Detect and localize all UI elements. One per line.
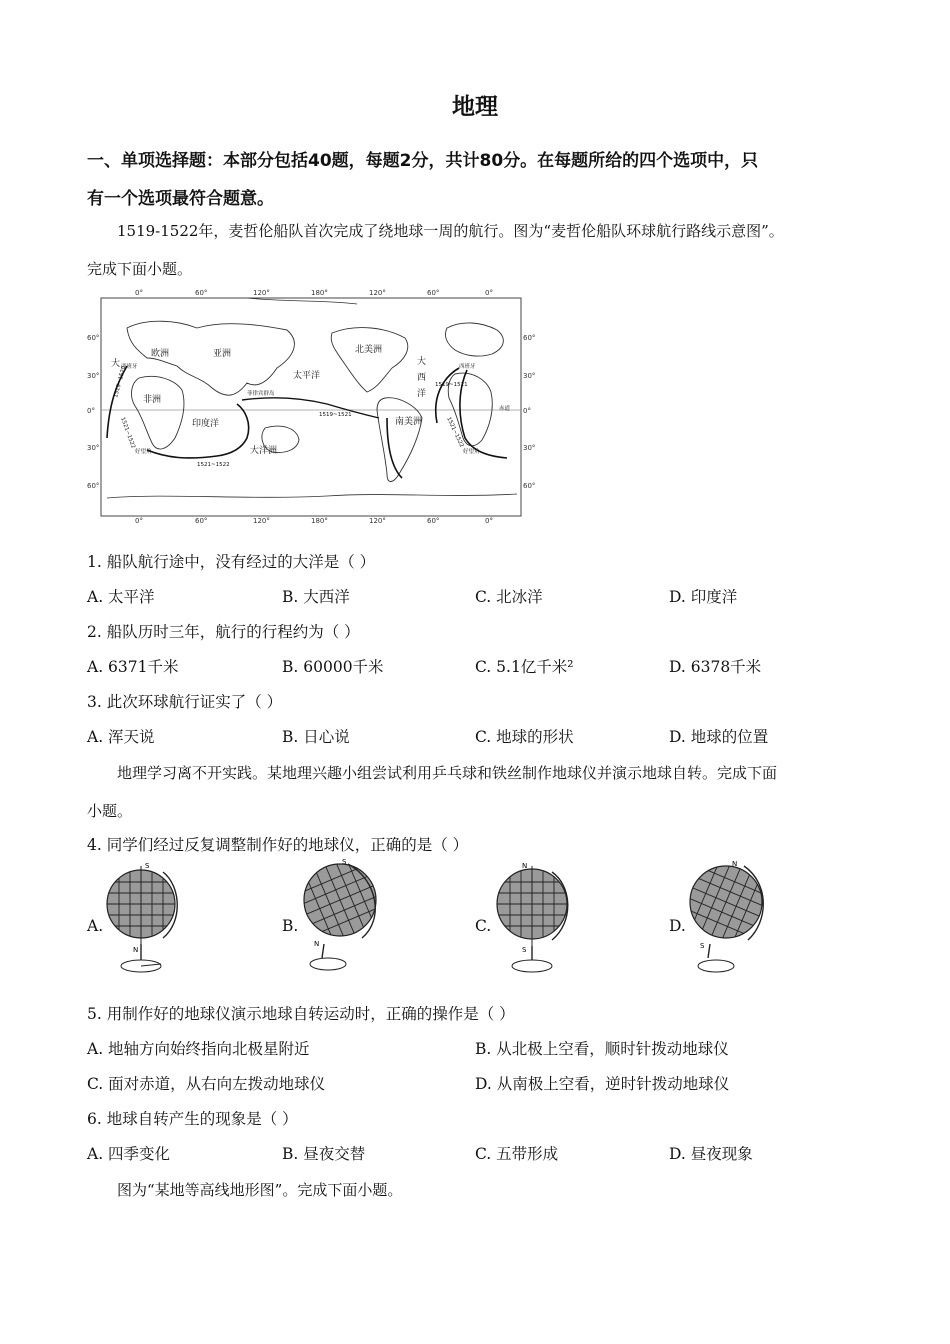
q5-stem: 5. 用制作好的地球仪演示地球自转运动时，正确的操作是（ ） (87, 1005, 515, 1023)
lon-top-2: 120° (253, 289, 270, 297)
q1-option-d[interactable]: D. 印度洋 (669, 588, 738, 606)
lat-left-3: 30° (87, 444, 100, 452)
lon-bottom-5: 60° (427, 517, 440, 525)
q3-option-b[interactable]: B. 日心说 (282, 728, 350, 746)
q6-option-a[interactable]: A. 四季变化 (87, 1145, 171, 1163)
q1-option-a[interactable]: A. 太平洋 (87, 588, 155, 606)
label-1519-1520: 1519~1520 (113, 365, 128, 399)
q3-stem: 3. 此次环球航行证实了（ ） (87, 693, 283, 711)
lat-right-0: 60° (523, 334, 536, 342)
q1-option-c[interactable]: C. 北冰洋 (475, 588, 543, 606)
label-spain-right: 西班牙 (459, 364, 476, 370)
lat-left-0: 60° (87, 334, 100, 342)
intro3-text: 图为“某地等高线地形图”。完成下面小题。 (117, 1181, 403, 1199)
section-heading-line1: 一、单项选择题：本部分包括40题，每题2分，共计80分。在每题所给的四个选项中，只 (87, 151, 759, 171)
lon-bottom-3: 180° (311, 517, 328, 525)
label-equator: 赤道 (499, 406, 511, 412)
globe-a-image (103, 860, 193, 980)
q3-option-d[interactable]: D. 地球的位置 (669, 728, 769, 746)
label-1521-1522c: 1521~1522 (445, 416, 465, 449)
q2-option-c[interactable]: C. 5.1亿千米² (475, 658, 574, 676)
label-atlantic-v3: 洋 (417, 389, 427, 399)
q4-option-a[interactable]: A. (87, 917, 104, 935)
lon-top-4: 120° (369, 289, 386, 297)
lat-right-3: 30° (523, 444, 536, 452)
q6-option-c[interactable]: C. 五带形成 (475, 1145, 559, 1163)
label-cape-left: 好望角 (135, 449, 152, 455)
label-asia: 亚洲 (213, 349, 232, 359)
lon-top-6: 0° (485, 289, 493, 297)
intro1-line1: 1519-1522年，麦哲伦船队首次完成了绕地球一周的航行。图为“麦哲伦船队环球航行路线示意图”。 (117, 222, 784, 240)
lon-bottom-6: 0° (485, 517, 493, 525)
lat-left-4: 60° (87, 482, 100, 490)
lon-bottom-4: 120° (369, 517, 386, 525)
globe-d-bottom-pole: S (700, 942, 705, 950)
lon-bottom-0: 0° (135, 517, 143, 525)
label-atlantic-v2: 西 (417, 373, 427, 383)
label-oceania: 大洋洲 (250, 446, 278, 456)
label-europe: 欧洲 (151, 349, 170, 359)
globe-c-top-pole: N (522, 862, 528, 870)
globe-c-bottom-pole: S (522, 946, 527, 954)
label-1519-1521: 1519~1521 (319, 412, 352, 418)
q2-option-b[interactable]: B. 60000千米 (282, 658, 384, 676)
q3-option-c[interactable]: C. 地球的形状 (475, 728, 574, 746)
label-pacific: 太平洋 (293, 371, 321, 381)
q5-option-b[interactable]: B. 从北极上空看，顺时针拨动地球仪 (475, 1040, 729, 1058)
q3-option-a[interactable]: A. 浑天说 (87, 728, 155, 746)
lon-top-3: 180° (311, 289, 328, 297)
label-south-america: 南美洲 (395, 417, 423, 427)
label-atlantic-v1: 大 (417, 357, 427, 367)
q2-stem: 2. 船队历时三年，航行的行程约为（ ） (87, 623, 360, 641)
globe-b-bottom-pole: N (314, 940, 320, 948)
label-philippines: 菲律宾群岛 (247, 391, 275, 397)
q4-stem: 4. 同学们经过反复调整制作好的地球仪，正确的是（ ） (87, 836, 469, 854)
globe-d-top-pole: N (732, 860, 738, 868)
label-indian: 印度洋 (192, 419, 220, 429)
lat-left-1: 30° (87, 372, 100, 380)
q5-option-a[interactable]: A. 地轴方向始终指向北极星附近 (87, 1040, 310, 1058)
globe-a-top-pole: S (145, 862, 150, 870)
intro1-line2: 完成下面小题。 (87, 260, 193, 278)
q5-option-d[interactable]: D. 从南极上空看，逆时针拨动地球仪 (475, 1075, 730, 1093)
lat-right-4: 60° (523, 482, 536, 490)
lon-top-0: 0° (135, 289, 143, 297)
globe-b-top-pole: S (342, 858, 347, 866)
q4-option-d[interactable]: D. (669, 917, 686, 935)
label-1521-1522a: 1521~1522 (197, 462, 230, 468)
q6-option-b[interactable]: B. 昼夜交替 (282, 1145, 366, 1163)
q4-option-c[interactable]: C. (475, 917, 492, 935)
label-cape-right: 好望角 (463, 449, 480, 455)
lon-bottom-1: 60° (195, 517, 208, 525)
lon-bottom-2: 120° (253, 517, 270, 525)
page-title: 地理 (452, 94, 498, 120)
globe-d-image (686, 860, 776, 980)
intro2-line2: 小题。 (87, 802, 133, 820)
q2-option-d[interactable]: D. 6378千米 (669, 658, 762, 676)
label-atlantic-left: 大 (111, 359, 121, 369)
lat-right-2: 0° (523, 407, 531, 415)
globe-a-bottom-pole: N (133, 946, 139, 954)
lon-top-1: 60° (195, 289, 208, 297)
label-1519-1521b: 1519~1521 (435, 382, 468, 388)
q5-option-c[interactable]: C. 面对赤道，从右向左拨动地球仪 (87, 1075, 326, 1093)
globe-c-image (492, 860, 582, 980)
magellan-route-map (87, 288, 536, 525)
section-heading-line2: 有一个选项最符合题意。 (87, 189, 274, 209)
label-spain-left: 西班牙 (121, 364, 138, 370)
q6-stem: 6. 地球自转产生的现象是（ ） (87, 1110, 298, 1128)
lon-top-5: 60° (427, 289, 440, 297)
q1-stem: 1. 船队航行途中，没有经过的大洋是（ ） (87, 553, 376, 571)
q2-option-a[interactable]: A. 6371千米 (87, 658, 179, 676)
q6-option-d[interactable]: D. 昼夜现象 (669, 1145, 753, 1163)
lat-left-2: 0° (87, 407, 95, 415)
label-africa: 非洲 (143, 395, 162, 405)
q4-option-b[interactable]: B. (282, 917, 299, 935)
q1-option-b[interactable]: B. 大西洋 (282, 588, 350, 606)
label-north-america: 北美洲 (355, 345, 383, 355)
intro2-line1: 地理学习离不开实践。某地理兴趣小组尝试利用乒乓球和铁丝制作地球仪并演示地球自转。完成下面 (117, 764, 778, 782)
label-1521-1522b: 1521~1522 (119, 416, 136, 450)
globe-b-image (298, 860, 388, 980)
lat-right-1: 30° (523, 372, 536, 380)
